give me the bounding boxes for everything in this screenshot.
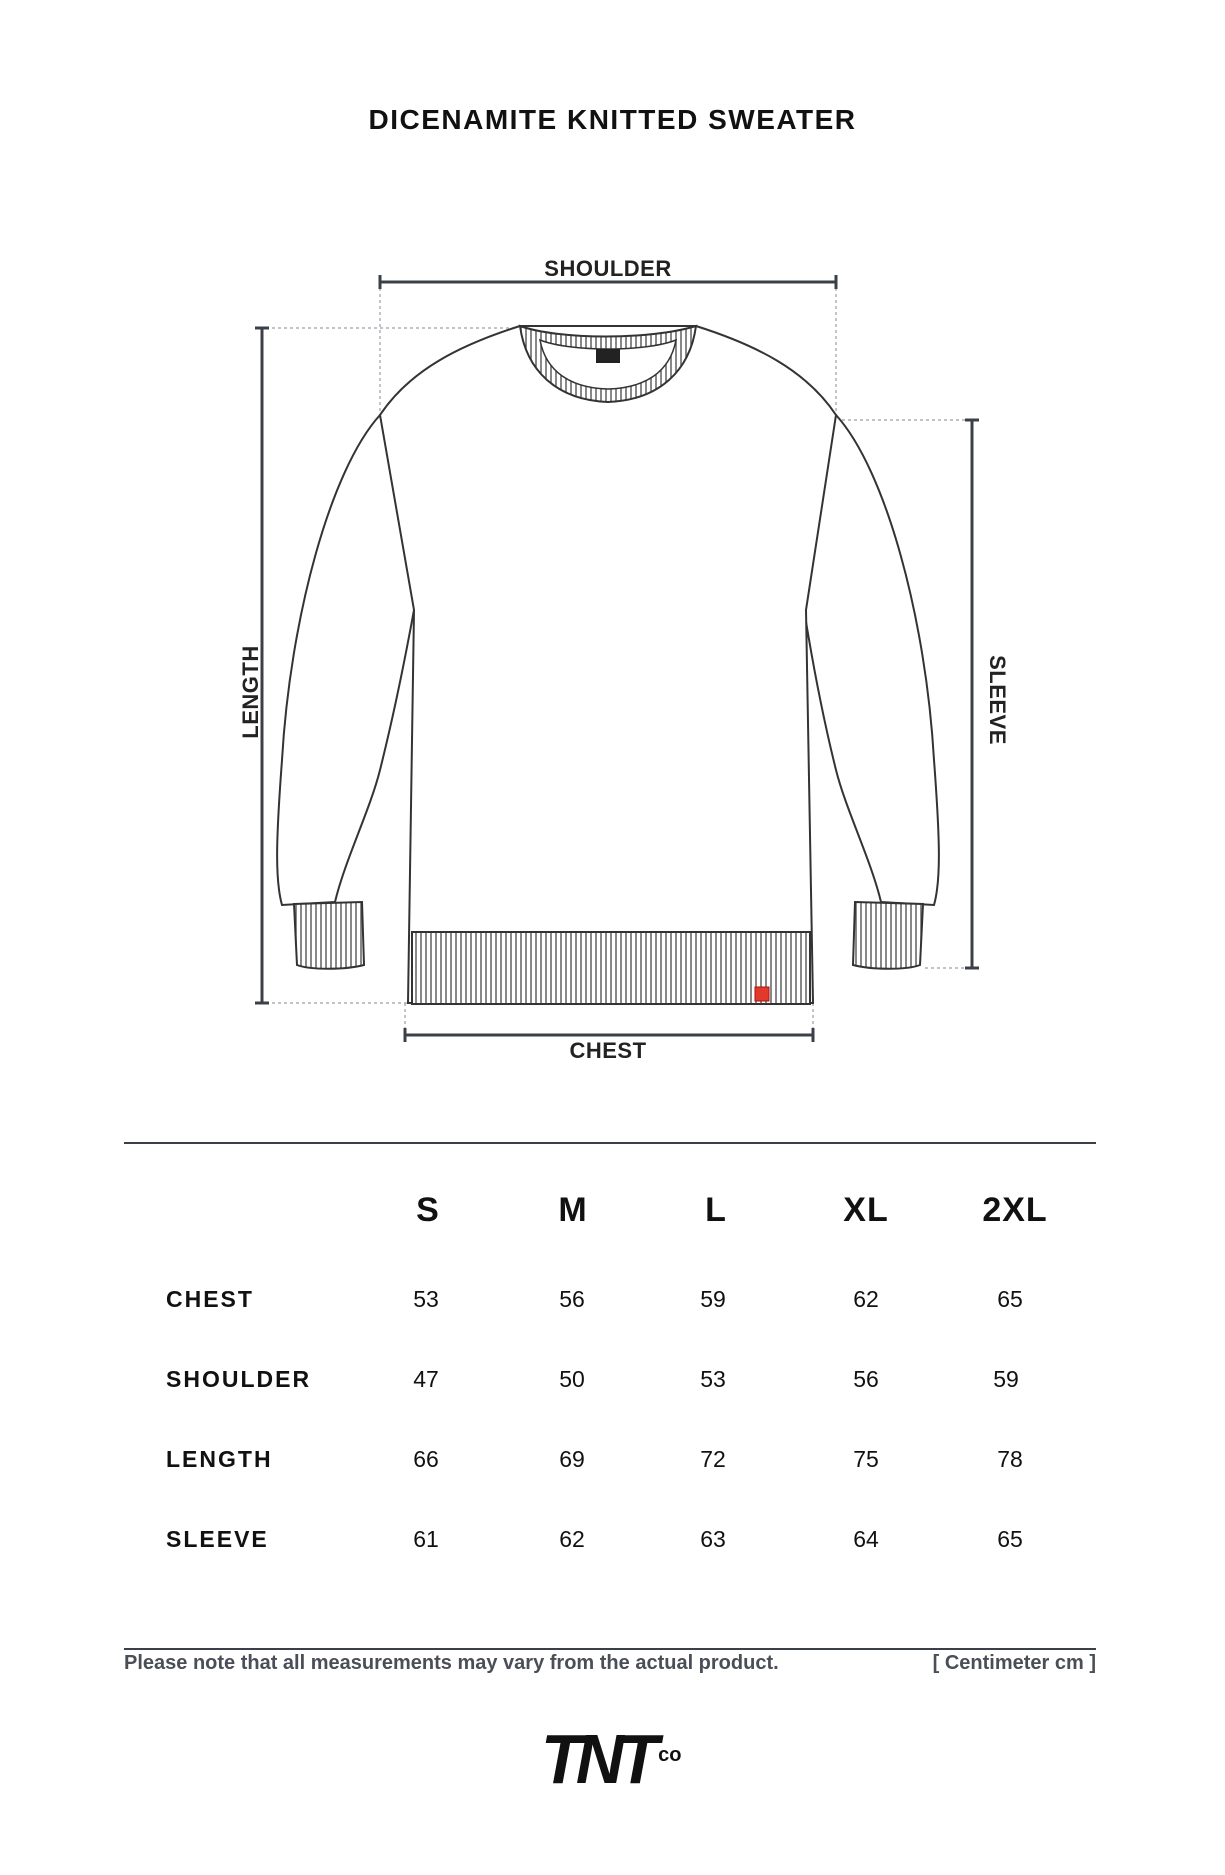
sleeve-label: SLEEVE [985, 655, 1010, 745]
table-cell: 56 [559, 1286, 585, 1312]
size-header: L [705, 1191, 727, 1229]
left-cuff [294, 902, 364, 969]
page-title: DICENAMITE KNITTED SWEATER [368, 104, 857, 135]
table-cell: 72 [700, 1446, 726, 1472]
table-cell: 69 [559, 1446, 585, 1472]
table-cell: 53 [700, 1366, 726, 1392]
length-label: LENGTH [238, 645, 263, 739]
table-cell: 62 [559, 1526, 585, 1552]
chest-label: CHEST [569, 1038, 647, 1063]
row-label: CHEST [166, 1286, 254, 1312]
table-cell: 63 [700, 1526, 726, 1552]
row-label: SLEEVE [166, 1526, 269, 1552]
measurement-note: Please note that all measurements may vary from the actual product. [124, 1652, 779, 1674]
sweater-body [380, 326, 836, 1003]
size-header: M [558, 1191, 588, 1229]
hem-band [412, 932, 810, 1004]
brand-logo [538, 1720, 698, 1798]
size-header: XL [843, 1191, 889, 1229]
table-cell: 47 [413, 1366, 439, 1392]
table-cell: 64 [853, 1526, 879, 1552]
row-label: LENGTH [166, 1446, 273, 1472]
shoulder-label: SHOULDER [544, 256, 672, 281]
right-cuff [853, 902, 923, 969]
table-cell: 59 [700, 1286, 726, 1312]
table-cell: 65 [997, 1286, 1023, 1312]
table-cell: 56 [853, 1366, 879, 1392]
table-cell: 66 [413, 1446, 439, 1472]
table-cell: 53 [413, 1286, 439, 1312]
table-cell: 65 [997, 1526, 1023, 1552]
table-cell: 59 [993, 1366, 1019, 1392]
brand-tag [755, 987, 769, 1001]
size-header: 2XL [982, 1191, 1048, 1229]
logo-main: TNT [540, 1720, 654, 1798]
table-cell: 50 [559, 1366, 585, 1392]
row-label: SHOULDER [166, 1366, 312, 1392]
unit-label: [ Centimeter cm ] [932, 1652, 1096, 1674]
table-cell: 61 [413, 1526, 439, 1552]
size-header: S [416, 1191, 440, 1229]
logo-suffix: co [658, 1744, 682, 1766]
table-cell: 62 [853, 1286, 879, 1312]
table-cell: 75 [853, 1446, 879, 1472]
table-bottom-rule [124, 1648, 1096, 1650]
neck-label [596, 349, 620, 363]
table-cell: 78 [997, 1446, 1023, 1472]
table-top-rule [124, 1142, 1096, 1144]
